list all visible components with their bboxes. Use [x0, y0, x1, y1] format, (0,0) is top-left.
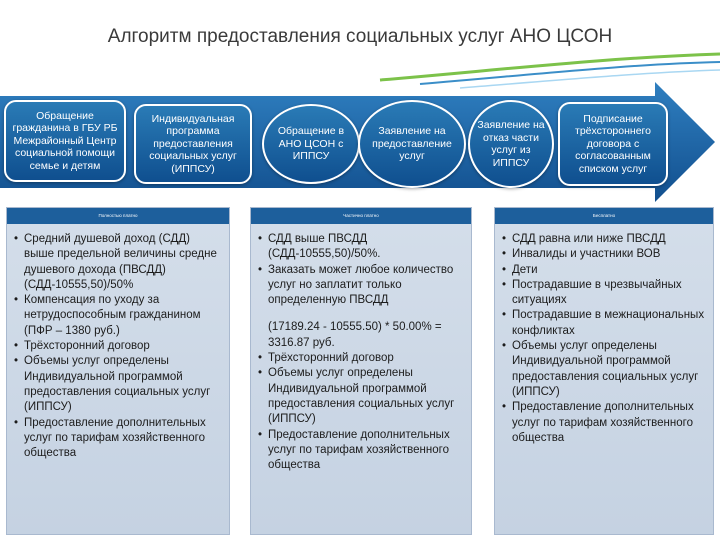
list-item: • Пострадавшие в межнациональных конфликтах [501, 308, 707, 339]
list-item: • Объемы услуг определены Индивидуальной программой предоставления социальных услуг (ИППСУ) [13, 354, 223, 415]
list-item: • СДД равна или ниже ПВСДД [501, 232, 707, 247]
list-item: • СДД выше ПВСДД (СДД-10555,50)/50%. [257, 232, 465, 263]
panel-list [7, 224, 229, 461]
panel-header: Полностью платно [7, 208, 229, 224]
panel-header: Бесплатно [495, 208, 713, 224]
panel-partially-paid [250, 207, 472, 535]
step-label: Заявление на отказ части услуг из ИППСУ [477, 119, 545, 169]
step-label: Заявление на предоставление услуг [372, 125, 452, 163]
list-item: • Предоставление дополнительных услуг по тарифам хозяйственного общества [13, 416, 223, 462]
step-label: Подписание трёхстороннего договора с согласованным списком услуг [575, 112, 651, 175]
step-tripartite-contract [558, 102, 668, 186]
list-item: • Объемы услуг определены Индивидуальной программой предоставления социальных услуг (ИППСУ) [501, 339, 707, 400]
list-item: • Объемы услуг определены Индивидуальной программой предоставления социальных услуг (ИППСУ) [257, 366, 465, 427]
step-appeal-to-center [4, 100, 126, 182]
step-appeal-to-ano [262, 104, 360, 184]
step-label: Индивидуальная программа предоставления социальных услуг (ИППСУ) [149, 112, 237, 175]
panel-header: Частично платно [251, 208, 471, 224]
page-title: Алгоритм предоставления социальных услуг АНО ЦСОН [107, 26, 613, 47]
panel-list [495, 224, 713, 446]
step-individual-program [134, 104, 252, 184]
list-item-formula: (17189.24 - 10555.50) * 50.00% = 3316.87 руб. [268, 321, 442, 349]
step-refusal-application [468, 100, 554, 188]
step-label: Обращение в АНО ЦСОН с ИППСУ [277, 125, 345, 163]
list-item: • Предоставление дополнительных услуг по тарифам хозяйственного общества [257, 428, 465, 474]
list-item: • Пострадавшие в чрезвычайных ситуациях [501, 278, 707, 309]
list-item: • Компенсация по уходу за нетрудоспособным гражданином (ПФР – 1380 руб.) [13, 293, 223, 339]
panel-free [494, 207, 714, 535]
panel-fully-paid [6, 207, 230, 535]
panel-list [251, 224, 471, 473]
list-item: • Предоставление дополнительных услуг по тарифам хозяйственного общества [501, 400, 707, 446]
list-item: • Средний душевой доход (СДД) выше предельной величины средне душевого дохода (ПВСДД) (СДД-10555,50)/50% [13, 232, 223, 293]
list-item: • Инвалиды и участники ВОВ [501, 247, 707, 262]
list-item: • Трёхсторонний договор [257, 351, 465, 366]
step-service-application [358, 100, 466, 188]
list-item: • Дети [501, 263, 707, 278]
list-item: • Трёхсторонний договор [13, 339, 223, 354]
list-item: • Заказать может любое количество услуг но заплатит только определенную ПВСДД [257, 263, 465, 309]
step-label: Обращение гражданина в ГБУ РБ Межрайонный Центр социальной помощи семье и детям [12, 109, 118, 172]
